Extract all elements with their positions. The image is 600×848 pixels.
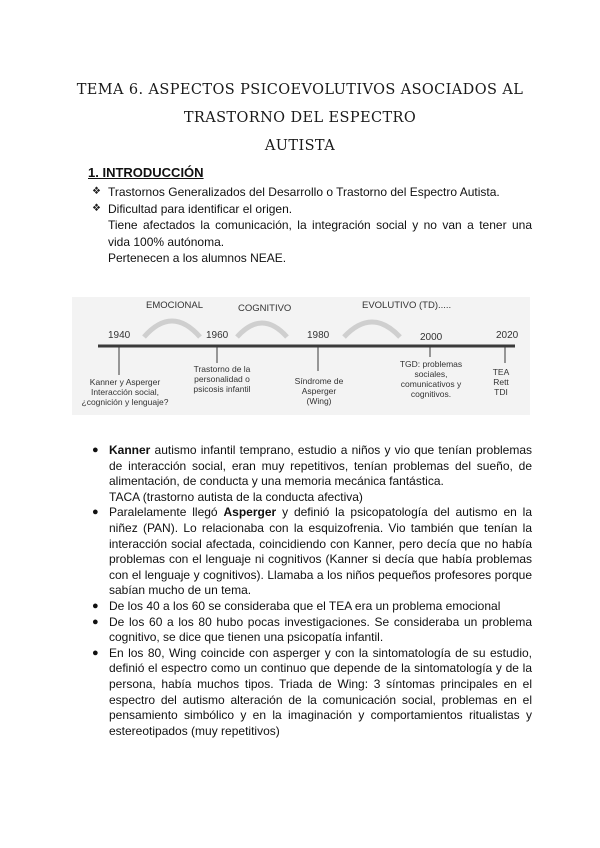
list-item (92, 646, 532, 740)
period-label: EVOLUTIVO (TD)..... (362, 300, 452, 311)
caption-line: cognitivos. (410, 389, 452, 399)
bullet-text: En los 80, Wing coincide con asperger y con la sintomatología de su estudio, definió el espectro como un continuo que depende de la sintomatología y de la persona, había muchos tipos. Triada de Wing: 3 síntomas principales en el espectro del autismo alteración de la comunicación social, problemas en el pensamiento simbólico y en la imaginación y comportamientos ritualistas y estereotipados (muy repetitivos) (109, 645, 532, 738)
intro-item-text: Dificultad para identificar el origen. (108, 201, 293, 216)
caption-line: (Wing) (306, 396, 332, 406)
timeline-arc (344, 322, 400, 337)
caption-line: Síndrome de (294, 376, 344, 386)
caption-line: Asperger (301, 386, 337, 396)
caption-line: Trastorno de la (193, 364, 251, 374)
year-label: 2020 (496, 330, 519, 341)
bullet-icon: ● (92, 599, 99, 612)
diamond-bullet-icon: ❖ (92, 186, 101, 197)
caption-line: Interacción social, (90, 387, 160, 397)
intro-item-text: Trastornos Generalizados del Desarrollo o Trastorno del Espectro Autista. (108, 185, 500, 199)
section-heading: 1. INTRODUCCIÓN (88, 165, 204, 180)
year-label: 2000 (420, 332, 443, 343)
bold-term: Kanner (109, 443, 151, 457)
caption-line: personalidad o (194, 374, 250, 384)
caption-line: comunicativos y (400, 379, 462, 389)
list-item (92, 615, 532, 646)
timeline-arc (144, 321, 200, 337)
history-bullet-list (92, 443, 532, 739)
bullet-text (109, 443, 532, 490)
title-line-1: TEMA 6. ASPECTOS PSICOEVOLUTIVOS ASOCIADOS AL TRASTORNO DEL ESPECTRO (76, 82, 524, 126)
caption-line: TDI (494, 387, 508, 397)
intro-paragraph: Pertenecen a los alumnos NEAE. (108, 251, 287, 265)
bullet-body: autismo infantil temprano, estudio a niños y vio que tenían problemas de interacción social, eran muy repetitivos, tenían problemas del sueño, de alimentación, de conducta y una memoria mecánica fantástica. (109, 443, 532, 489)
bullet-icon: ● (92, 506, 99, 519)
intro-paragraph: Tiene afectados la comunicación, la integración social y no van a tener una vida 100% autónoma. (108, 218, 532, 249)
caption-line: TEA (492, 367, 510, 377)
bullet-text (109, 505, 532, 599)
caption-line: ¿cognición y lenguaje? (81, 397, 169, 407)
bullet-body: y definió la psicopatología del autismo en la niñez (PAN). Lo relacionaba con la esquizofrenia. Vio también que tenían la interacción social afectada, coincidiendo con Kanner, pero decía que no había problemas con el lenguaje ni cognitivos (Kanner si decía que había problemas con el lenguaje y cognitivos). Llamaba a los niños pequeños profesores porque sabían mucho de un tema. (109, 505, 533, 598)
caption-line: sociales, (414, 369, 448, 379)
caption-line: Rett (493, 377, 509, 387)
bold-term: Asperger (223, 505, 277, 520)
timeline-diagram (72, 297, 530, 415)
title-line-2: AUTISTA (264, 138, 336, 154)
period-label: EMOCIONAL (146, 300, 204, 311)
timeline-arc (237, 323, 287, 337)
timeline-caption (74, 377, 176, 407)
timeline-caption (390, 359, 472, 399)
intro-list (92, 184, 532, 267)
page-title (60, 76, 540, 160)
list-item (92, 505, 532, 599)
bullet-body: Paralelamente llegó (109, 505, 224, 520)
timeline-caption (284, 376, 354, 406)
year-label: 1940 (108, 330, 131, 341)
caption-line: Kanner y Asperger (89, 377, 161, 387)
year-label: 1960 (206, 330, 229, 341)
bullet-icon: ● (92, 615, 99, 628)
caption-line: psicosis infantil (193, 384, 251, 394)
bullet-text: De los 60 a los 80 hubo pocas investigaciones. Se consideraba un problema cognitivo, se dice que tienen una psicopatía infantil. (109, 614, 532, 645)
year-label: 1980 (307, 330, 330, 341)
timeline-caption (182, 364, 262, 394)
list-item (92, 443, 532, 490)
list-item (92, 184, 532, 201)
caption-line: TGD: problemas (399, 359, 463, 369)
diamond-bullet-icon: ❖ (92, 202, 101, 214)
list-item (92, 201, 532, 218)
list-item (92, 599, 532, 615)
bullet-icon: ● (92, 646, 99, 659)
bullet-text: De los 40 a los 60 se consideraba que el TEA era un problema emocional (109, 598, 501, 613)
bullet-subtext: TACA (trastorno autista de la conducta afectiva) (109, 489, 363, 504)
bullet-icon: ● (92, 444, 99, 456)
period-label: COGNITIVO (238, 303, 292, 314)
timeline-caption (486, 367, 516, 397)
